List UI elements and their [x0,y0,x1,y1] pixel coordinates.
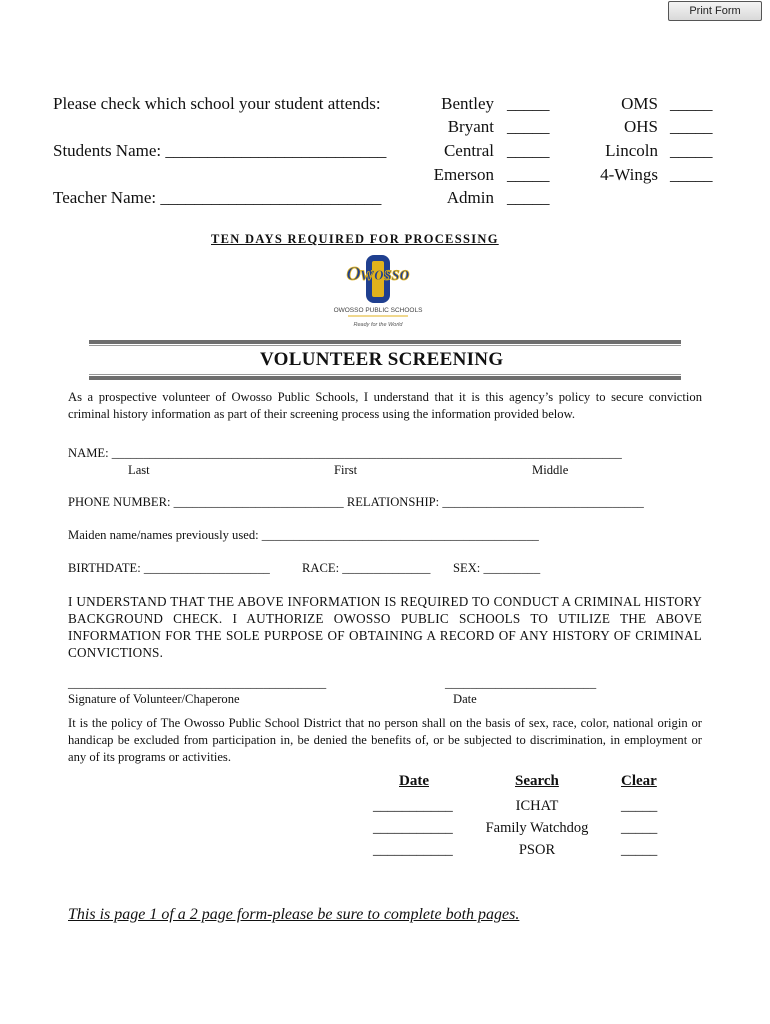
school-4wings-label: 4-Wings [600,165,658,184]
psor-search-label: PSOR [518,842,556,858]
signature-date-line[interactable]: ________________________ [445,676,597,690]
school-bentley-label: Bentley [441,94,494,113]
school-oms-label: OMS [621,94,658,113]
title-rule-bottom-thin [89,374,681,375]
policy-paragraph: It is the policy of The Owosso Public School District that no person shall on the basis of sex, race, color, national origin or handicap be excluded from participation in, be denied the benefits of, or be subjected to discrimination, in employment or any of its programs or activities. [68,716,702,764]
name-middle-label: Middle [532,463,569,477]
signature-date-label: Date [453,692,477,706]
school-admin-checkbox[interactable]: _____ [507,188,550,207]
school-logo [322,254,434,332]
name-field[interactable]: NAME: _________________________________________________________________________________ [68,446,622,460]
school-lincoln-label: Lincoln [605,141,658,160]
consent-paragraph: I UNDERSTAND THAT THE ABOVE INFORMATION IS REQUIRED TO CONDUCT A CRIMINAL HISTORY BACKGROUND CHECK. I AUTHORIZE OWOSSO PUBLIC SCHOOLS TO UTILIZE THE ABOVE INFORMATION FOR THE SOLE PURPOSE OF OBTAINING A RECORD OF ANY HISTORY OF CRIMINAL CONVICTIONS. [68,594,702,660]
watchdog-search-label: Family Watchdog [485,820,589,836]
maiden-name-field[interactable]: Maiden name/names previously used: ____________________________________________ [68,528,539,542]
school-admin-label: Admin [446,188,494,207]
school-ohs-checkbox[interactable]: _____ [670,117,713,136]
teacher-name-field[interactable]: Teacher Name: __________________________ [53,188,382,207]
logo-tagline: Ready for the World [353,322,403,328]
watchdog-date-field[interactable]: ___________ [373,820,453,836]
table-header-clear: Clear [621,773,657,789]
student-name-field[interactable]: Students Name: __________________________ [53,141,387,160]
signature-label: Signature of Volunteer/Chaperone [68,692,240,706]
school-bryant-checkbox[interactable]: _____ [507,117,550,136]
school-lincoln-checkbox[interactable]: _____ [670,141,713,160]
ichat-date-field[interactable]: ___________ [373,798,453,814]
school-4wings-checkbox[interactable]: _____ [670,165,713,184]
school-prompt: Please check which school your student attends: [53,94,381,113]
psor-clear-field[interactable]: _____ [621,842,658,858]
school-bryant-label: Bryant [447,117,494,136]
phone-relationship-field[interactable]: PHONE NUMBER: ___________________________ RELATIONSHIP: ________________________________ [68,495,644,509]
watchdog-clear-field[interactable]: _____ [621,820,658,836]
signature-line[interactable]: _________________________________________ [68,676,327,690]
title-rule-top-thin [89,345,681,346]
page-footer-note: This is page 1 of a 2 page form-please be sure to complete both pages. [68,906,520,923]
race-field[interactable]: RACE: ______________ [302,561,431,575]
birthdate-field[interactable]: BIRTHDATE: ____________________ [68,561,270,575]
sex-field[interactable]: SEX: _________ [453,561,541,575]
school-central-label: Central [443,141,494,160]
school-bentley-checkbox[interactable]: _____ [507,94,550,113]
ichat-clear-field[interactable]: _____ [621,798,658,814]
owosso-logo-icon [322,254,434,332]
title-rule-top [89,340,681,344]
school-ohs-label: OHS [623,117,658,136]
school-central-checkbox[interactable]: _____ [507,141,550,160]
school-oms-checkbox[interactable]: _____ [670,94,713,113]
intro-paragraph: As a prospective volunteer of Owosso Public Schools, I understand that it is this agency’s policy to secure conviction criminal history information as part of their screening process using the information provided below. [68,390,702,421]
print-form-button[interactable]: Print Form [668,1,762,21]
processing-banner: TEN DAYS REQUIRED FOR PROCESSING [211,232,499,246]
psor-date-field[interactable]: ___________ [373,842,453,858]
logo-wordmark: Owosso [346,263,410,285]
ichat-search-label: ICHAT [515,798,559,814]
name-last-label: Last [128,463,150,477]
title-rule-bottom [89,376,681,380]
name-first-label: First [334,463,358,477]
logo-org-name: OWOSSO PUBLIC SCHOOLS [333,307,423,314]
page-title: VOLUNTEER SCREENING [260,349,504,370]
school-emerson-checkbox[interactable]: _____ [507,165,550,184]
table-header-search: Search [515,773,559,789]
school-emerson-label: Emerson [433,165,494,184]
table-header-date: Date [399,773,429,789]
